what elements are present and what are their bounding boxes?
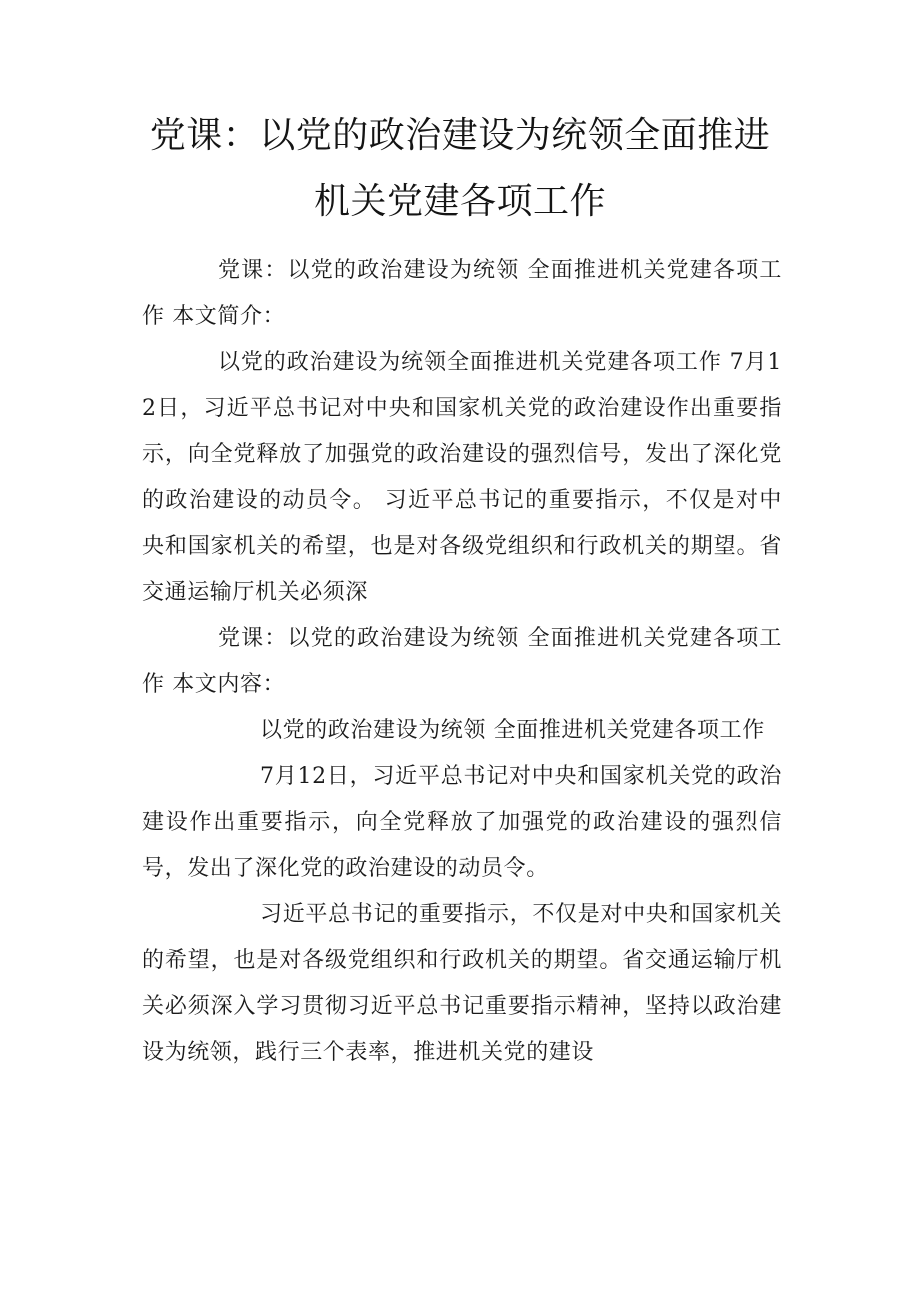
document-body: [142, 248, 782, 1076]
document-title: 党课：以党的政治建设为统领全面推进机关党建各项工作: [149, 115, 771, 222]
paragraph-content-2: 习近平总书记的重要指示，不仅是对中央和国家机关的希望，也是对各级党组织和行政机关的期望。省交通运输厅机关必须深入学习贯彻习近平总书记重要指示精神，坚持以政治建设为统领，践行三个表率，推进机关党的建设: [142, 902, 782, 1065]
paragraph-content-1: 7月12日，习近平总书记对中央和国家机关党的政治建设作出重要指示，向全党释放了加强党的政治建设的强烈信号，发出了深化党的政治建设的动员令。: [142, 764, 782, 881]
paragraph-summary-text: 以党的政治建设为统领全面推进机关党建各项工作 7月12日，习近平总书记对中央和国家机关党的政治建设作出重要指示，向全党释放了加强党的政治建设的强烈信号，发出了深化党的政治建设的动员令。 习近平总书记的重要指示，不仅是对中央和国家机关的希望，也是对各级党组织和行政机关的期望。省交通运输厅机关必须深: [142, 350, 782, 605]
paragraph-summary-heading: 党课：以党的政治建设为统领 全面推进机关党建各项工作 本文简介：: [142, 258, 782, 329]
paragraph-content-heading: 党课：以党的政治建设为统领 全面推进机关党建各项工作 本文内容：: [142, 626, 782, 697]
paragraph-content-title: 以党的政治建设为统领 全面推进机关党建各项工作: [260, 718, 765, 743]
